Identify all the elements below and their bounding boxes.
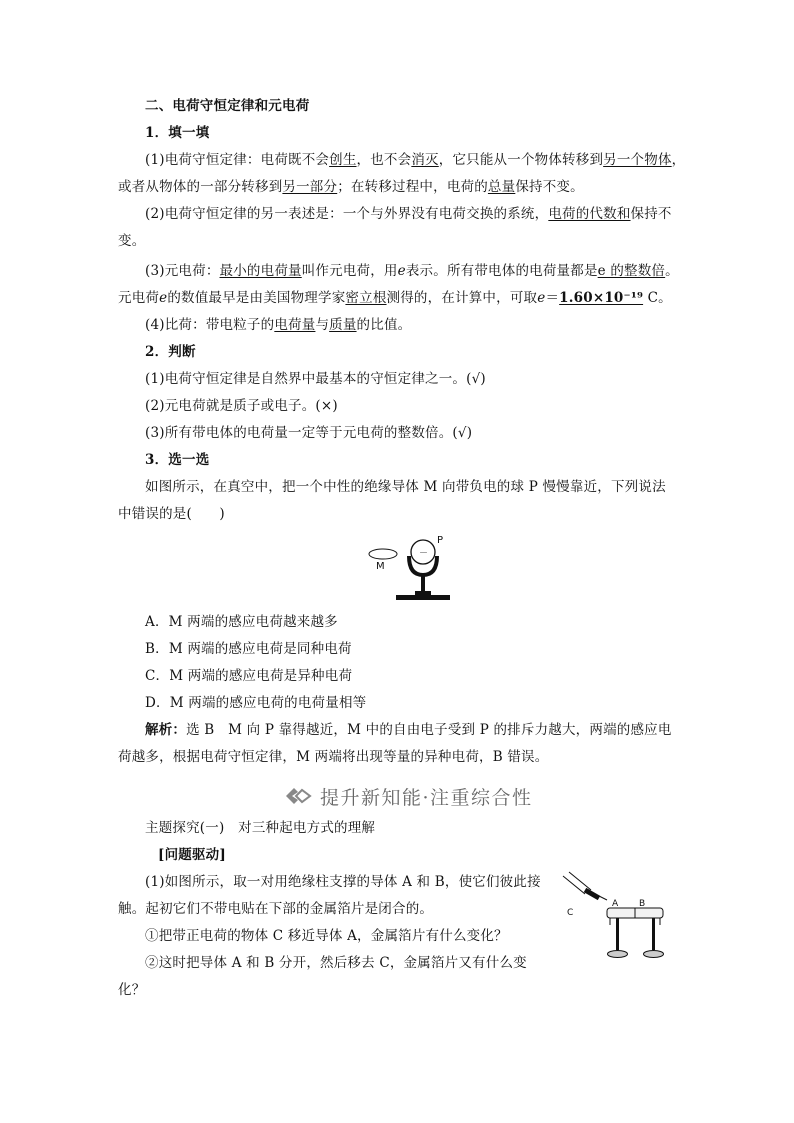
answer-blank: 质量: [329, 317, 357, 333]
topic-q2: ①把带正电荷的物体 C 移近导体 A，金属箔片有什么变化？: [145, 928, 508, 944]
answer-blank: e 的整数倍: [597, 263, 666, 279]
answer-blank: 电荷的代数和: [548, 206, 631, 222]
fill-p1-line2: 或者从物体的一部分转移到另一部分；在转移过程中，电荷的总量保持不变。: [118, 179, 584, 195]
analysis-label: 解析：: [145, 722, 187, 738]
label-b: B: [639, 899, 646, 909]
option-c: C．M 两端的感应电荷是异种电荷: [145, 668, 353, 684]
banner-text: 提升新知能·注重综合性: [320, 786, 533, 809]
base-a: [608, 951, 628, 958]
option-d: D．M 两端的感应电荷的电荷量相等: [145, 695, 367, 711]
fill-p1-line1: (1)电荷守恒定律：电荷既不会创生，也不会消灭，它只能从一个物体转移到另一个物体，: [145, 152, 686, 168]
judge-item: (3)所有带电体的电荷量一定等于元电荷的整数倍。(√): [145, 425, 473, 441]
question-line1: 如图所示，在真空中，把一个中性的绝缘导体 M 向带负电的球 P 慢慢靠近，下列说法: [145, 479, 666, 495]
answer-blank: 总量: [487, 179, 516, 195]
analysis-line1: 解析：选 B M 向 P 靠得越近，M 中的自由电子受到 P 的排斥力越大，两端的感应电: [145, 722, 672, 738]
diamond-logo-icon: [284, 786, 312, 806]
answer-blank: 最小的电荷量: [219, 263, 302, 279]
base-b: [644, 951, 664, 958]
label-minus: －: [419, 549, 429, 559]
insulator-post-a: [616, 918, 619, 950]
answer-blank: 密立根: [345, 290, 387, 306]
stand-base: [396, 595, 450, 600]
label-a: A: [612, 899, 619, 909]
figure-conductor-and-ball: [360, 532, 460, 604]
figure-conductors-ab: [555, 870, 675, 965]
label-p: P: [437, 535, 444, 546]
topic-title: 主题探究(一) 对三种起电方式的理解: [145, 820, 376, 836]
topic-q1-line2: 触。起初它们不带电贴在下部的金属箔片是闭合的。: [118, 901, 434, 917]
answer-blank: 消灭: [411, 152, 439, 168]
topic-q3-line2: 化？: [118, 982, 146, 998]
option-a: A．M 两端的感应电荷越来越多: [145, 614, 338, 630]
fill-p2-line2: 变。: [118, 233, 146, 249]
conductor-m-ellipse: [369, 549, 397, 559]
answer-blank: 1.60×10⁻¹⁹: [559, 290, 644, 306]
section-title: 二、电荷守恒定律和元电荷: [145, 98, 310, 114]
problem-drive-label: [问题驱动]: [158, 847, 226, 863]
option-b: B．M 两端的感应电荷是同种电荷: [145, 641, 352, 657]
charged-rod-c: [563, 872, 607, 900]
judge-heading: 2．判断: [145, 344, 196, 360]
insulator-post-b: [652, 918, 655, 950]
judge-item: (2)元电荷就是质子或电子。(×): [145, 398, 338, 414]
analysis-line2: 荷越多，根据电荷守恒定律，M 两端将出现等量的异种电荷，B 错误。: [118, 749, 549, 765]
fill-p2-line1: (2)电荷守恒定律的另一表述是：一个与外界没有电荷交换的系统，电荷的代数和保持不: [145, 206, 672, 222]
fill-p3-line2: 元电荷e的数值最早是由美国物理学家密立根测得的，在计算中，可取e＝1.60×10⁻¹⁹ C。: [118, 290, 672, 306]
stand-post: [421, 575, 425, 591]
label-c: C: [567, 908, 574, 918]
fill-p4: (4)比荷：带电粒子的电荷量与质量的比值。: [145, 317, 412, 333]
stand-foot: [415, 591, 431, 595]
fill-p3-line1: (3)元电荷：最小的电荷量叫作元电荷，用e表示。所有带电体的电荷量都是e 的整数倍。: [145, 263, 679, 279]
fill-heading: 1．填一填: [145, 125, 210, 141]
judge-item: (1)电荷守恒定律是自然界中最基本的守恒定律之一。(√): [145, 371, 486, 387]
section-banner: [284, 783, 533, 809]
choose-heading: 3．选一选: [145, 452, 210, 468]
topic-q3-line1: ②这时把导体 A 和 B 分开，然后移去 C，金属箔片又有什么变: [145, 955, 527, 971]
question-line2: 中错误的是( ): [118, 506, 225, 522]
answer-blank: 另一个物体: [603, 152, 672, 168]
topic-q1-line1: (1)如图所示，取一对用绝缘柱支撑的导体 A 和 B，使它们彼此接: [145, 874, 541, 890]
answer-blank: 另一部分: [282, 179, 338, 195]
answer-blank: 电荷量: [274, 317, 316, 333]
label-m: M: [376, 561, 385, 572]
answer-blank: 创生: [329, 152, 357, 168]
